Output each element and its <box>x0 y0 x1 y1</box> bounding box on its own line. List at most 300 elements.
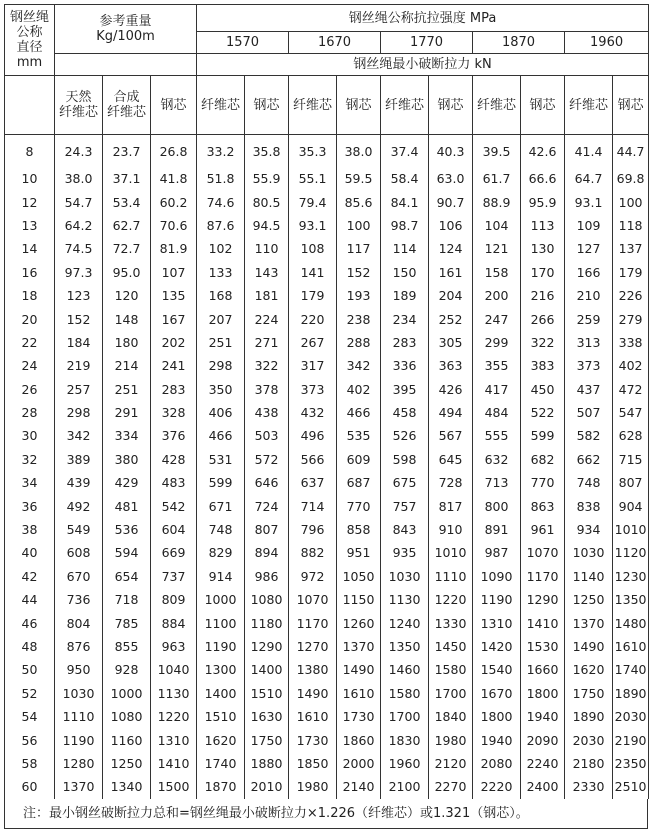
table-row <box>5 284 649 307</box>
value-cell: 1250 <box>565 588 613 611</box>
value-cell: 2090 <box>521 728 565 751</box>
table-row <box>5 307 649 330</box>
value-cell: 1670 <box>473 682 521 705</box>
value-cell: 1290 <box>245 635 289 658</box>
value-cell: 288 <box>337 331 381 354</box>
value-cell: 1170 <box>289 611 337 634</box>
value-cell: 2030 <box>565 728 613 751</box>
value-cell: 2080 <box>473 752 521 775</box>
diameter-header-line: 钢丝绳 <box>9 10 49 25</box>
value-cell: 100 <box>613 190 649 213</box>
value-cell: 62.7 <box>103 214 151 237</box>
value-cell: 1870 <box>197 775 245 798</box>
value-cell: 79.4 <box>289 190 337 213</box>
value-cell: 193 <box>337 284 381 307</box>
value-cell: 1740 <box>197 752 245 775</box>
value-cell: 718 <box>103 588 151 611</box>
value-cell: 355 <box>473 354 521 377</box>
value-cell: 383 <box>521 354 565 377</box>
value-cell: 2190 <box>613 728 649 751</box>
value-cell: 951 <box>337 541 381 564</box>
value-cell: 234 <box>381 307 429 330</box>
value-cell: 322 <box>521 331 565 354</box>
value-cell: 522 <box>521 401 565 424</box>
value-cell: 2240 <box>521 752 565 775</box>
value-cell: 472 <box>613 378 649 401</box>
diameter-cell: 22 <box>5 331 55 354</box>
value-cell: 715 <box>613 448 649 471</box>
value-cell: 1330 <box>429 611 473 634</box>
value-cell: 1490 <box>565 635 613 658</box>
force-col: 钢芯 <box>337 76 381 135</box>
value-cell: 107 <box>151 261 197 284</box>
value-cell: 395 <box>381 378 429 401</box>
strength-value: 1570 <box>197 32 289 54</box>
value-cell: 373 <box>289 378 337 401</box>
diameter-cell: 32 <box>5 448 55 471</box>
value-cell: 1070 <box>289 588 337 611</box>
diameter-cell: 38 <box>5 518 55 541</box>
value-cell: 1960 <box>381 752 429 775</box>
value-cell: 1510 <box>197 705 245 728</box>
value-cell: 987 <box>473 541 521 564</box>
value-cell: 728 <box>429 471 473 494</box>
value-cell: 1940 <box>473 728 521 751</box>
value-cell: 35.3 <box>289 135 337 168</box>
value-cell: 1100 <box>197 611 245 634</box>
value-cell: 1460 <box>381 658 429 681</box>
value-cell: 1350 <box>613 588 649 611</box>
value-cell: 180 <box>103 331 151 354</box>
value-cell: 380 <box>103 448 151 471</box>
value-cell: 54.7 <box>55 190 103 213</box>
diameter-cell: 12 <box>5 190 55 213</box>
value-cell: 1800 <box>473 705 521 728</box>
value-cell: 406 <box>197 401 245 424</box>
diameter-cell: 40 <box>5 541 55 564</box>
value-cell: 109 <box>565 214 613 237</box>
table-row <box>5 471 649 494</box>
value-cell: 713 <box>473 471 521 494</box>
value-cell: 1030 <box>55 682 103 705</box>
value-cell: 1090 <box>473 565 521 588</box>
value-cell: 675 <box>381 471 429 494</box>
value-cell: 669 <box>151 541 197 564</box>
value-cell: 2140 <box>337 775 381 798</box>
value-cell: 1000 <box>197 588 245 611</box>
value-cell: 130 <box>521 237 565 260</box>
diameter-header-line: 公称 <box>16 25 43 40</box>
value-cell: 1230 <box>613 565 649 588</box>
weight-col-line: 纤维芯 <box>106 105 146 120</box>
value-cell: 494 <box>429 401 473 424</box>
strength-table-container <box>4 4 648 829</box>
value-cell: 961 <box>521 518 565 541</box>
value-cell: 38.0 <box>337 135 381 168</box>
value-cell: 271 <box>245 331 289 354</box>
value-cell: 646 <box>245 471 289 494</box>
value-cell: 1140 <box>565 565 613 588</box>
value-cell: 170 <box>521 261 565 284</box>
table-row <box>5 424 649 447</box>
value-cell: 417 <box>473 378 521 401</box>
weight-header <box>55 5 197 54</box>
value-cell: 714 <box>289 494 337 517</box>
value-cell: 88.9 <box>473 190 521 213</box>
weight-col-line: 合成 <box>113 90 140 105</box>
value-cell: 64.2 <box>55 214 103 237</box>
value-cell: 152 <box>337 261 381 284</box>
value-cell: 682 <box>521 448 565 471</box>
weight-col-line: 天然 <box>65 90 92 105</box>
value-cell: 63.0 <box>429 167 473 190</box>
value-cell: 42.6 <box>521 135 565 168</box>
value-cell: 93.1 <box>289 214 337 237</box>
value-cell: 481 <box>103 494 151 517</box>
diameter-cell: 34 <box>5 471 55 494</box>
table-row <box>5 611 649 634</box>
value-cell: 972 <box>289 565 337 588</box>
diameter-cell: 42 <box>5 565 55 588</box>
value-cell: 267 <box>289 331 337 354</box>
value-cell: 127 <box>565 237 613 260</box>
value-cell: 85.6 <box>337 190 381 213</box>
diameter-cell: 13 <box>5 214 55 237</box>
value-cell: 133 <box>197 261 245 284</box>
weight-col-synthetic-fiber <box>103 76 151 135</box>
value-cell: 266 <box>521 307 565 330</box>
value-cell: 1370 <box>55 775 103 798</box>
value-cell: 305 <box>429 331 473 354</box>
table-body <box>5 135 649 799</box>
value-cell: 64.7 <box>565 167 613 190</box>
value-cell: 687 <box>337 471 381 494</box>
value-cell: 542 <box>151 494 197 517</box>
value-cell: 838 <box>565 494 613 517</box>
value-cell: 124 <box>429 237 473 260</box>
value-cell: 373 <box>565 354 613 377</box>
value-cell: 123 <box>55 284 103 307</box>
value-cell: 1610 <box>289 705 337 728</box>
value-cell: 598 <box>381 448 429 471</box>
value-cell: 342 <box>55 424 103 447</box>
value-cell: 117 <box>337 237 381 260</box>
value-cell: 251 <box>197 331 245 354</box>
value-cell: 1840 <box>429 705 473 728</box>
value-cell: 252 <box>429 307 473 330</box>
value-cell: 736 <box>55 588 103 611</box>
diameter-cell: 28 <box>5 401 55 424</box>
value-cell: 40.3 <box>429 135 473 168</box>
value-cell: 1580 <box>429 658 473 681</box>
value-cell: 1250 <box>103 752 151 775</box>
value-cell: 796 <box>289 518 337 541</box>
value-cell: 120 <box>103 284 151 307</box>
value-cell: 106 <box>429 214 473 237</box>
value-cell: 645 <box>429 448 473 471</box>
value-cell: 200 <box>473 284 521 307</box>
value-cell: 23.7 <box>103 135 151 168</box>
value-cell: 1050 <box>337 565 381 588</box>
value-cell: 2220 <box>473 775 521 798</box>
value-cell: 1750 <box>565 682 613 705</box>
diameter-cell: 30 <box>5 424 55 447</box>
force-col: 纤维芯 <box>197 76 245 135</box>
value-cell: 1740 <box>613 658 649 681</box>
value-cell: 608 <box>55 541 103 564</box>
diameter-cell: 26 <box>5 378 55 401</box>
strength-header: 钢丝绳公称抗拉强度 MPa <box>197 5 649 32</box>
value-cell: 1120 <box>613 541 649 564</box>
table-row <box>5 237 649 260</box>
value-cell: 1040 <box>151 658 197 681</box>
value-cell: 1850 <box>289 752 337 775</box>
value-cell: 378 <box>245 378 289 401</box>
table-row <box>5 588 649 611</box>
value-cell: 342 <box>337 354 381 377</box>
value-cell: 214 <box>103 354 151 377</box>
value-cell: 986 <box>245 565 289 588</box>
table-row <box>5 214 649 237</box>
value-cell: 2000 <box>337 752 381 775</box>
table-note: 注：最小钢丝破断拉力总和=钢丝绳最小破断拉力×1.226（纤维芯）或1.321（钢芯）。 <box>4 799 648 829</box>
value-cell: 1540 <box>473 658 521 681</box>
value-cell: 1700 <box>381 705 429 728</box>
value-cell: 402 <box>337 378 381 401</box>
diameter-cell: 54 <box>5 705 55 728</box>
value-cell: 150 <box>381 261 429 284</box>
value-cell: 1700 <box>429 682 473 705</box>
value-cell: 114 <box>381 237 429 260</box>
weight-col-natural-fiber <box>55 76 103 135</box>
value-cell: 1300 <box>197 658 245 681</box>
value-cell: 1860 <box>337 728 381 751</box>
value-cell: 37.1 <box>103 167 151 190</box>
value-cell: 1890 <box>613 682 649 705</box>
value-cell: 770 <box>521 471 565 494</box>
value-cell: 259 <box>565 307 613 330</box>
force-col: 钢芯 <box>245 76 289 135</box>
value-cell: 1080 <box>245 588 289 611</box>
value-cell: 1170 <box>521 565 565 588</box>
value-cell: 549 <box>55 518 103 541</box>
value-cell: 70.6 <box>151 214 197 237</box>
weight-col-line: 纤维芯 <box>58 105 98 120</box>
value-cell: 1660 <box>521 658 565 681</box>
value-cell: 439 <box>55 471 103 494</box>
force-col: 纤维芯 <box>473 76 521 135</box>
value-cell: 829 <box>197 541 245 564</box>
value-cell: 437 <box>565 378 613 401</box>
value-cell: 536 <box>103 518 151 541</box>
value-cell: 298 <box>197 354 245 377</box>
value-cell: 1340 <box>103 775 151 798</box>
value-cell: 166 <box>565 261 613 284</box>
value-cell: 1450 <box>429 635 473 658</box>
table-row <box>5 518 649 541</box>
value-cell: 84.1 <box>381 190 429 213</box>
value-cell: 55.1 <box>289 167 337 190</box>
value-cell: 1220 <box>429 588 473 611</box>
value-cell: 26.8 <box>151 135 197 168</box>
value-cell: 438 <box>245 401 289 424</box>
value-cell: 809 <box>151 588 197 611</box>
value-cell: 291 <box>103 401 151 424</box>
value-cell: 628 <box>613 424 649 447</box>
value-cell: 594 <box>103 541 151 564</box>
value-cell: 59.5 <box>337 167 381 190</box>
table-row <box>5 135 649 168</box>
strength-value: 1870 <box>473 32 565 54</box>
value-cell: 41.8 <box>151 167 197 190</box>
value-cell: 526 <box>381 424 429 447</box>
value-cell: 458 <box>381 401 429 424</box>
value-cell: 503 <box>245 424 289 447</box>
value-cell: 1110 <box>429 565 473 588</box>
value-cell: 1190 <box>55 728 103 751</box>
value-cell: 1620 <box>565 658 613 681</box>
value-cell: 2120 <box>429 752 473 775</box>
force-col: 钢芯 <box>429 76 473 135</box>
value-cell: 507 <box>565 401 613 424</box>
value-cell: 426 <box>429 378 473 401</box>
value-cell: 1490 <box>289 682 337 705</box>
value-cell: 1880 <box>245 752 289 775</box>
value-cell: 1500 <box>151 775 197 798</box>
value-cell: 161 <box>429 261 473 284</box>
value-cell: 58.4 <box>381 167 429 190</box>
value-cell: 1530 <box>521 635 565 658</box>
force-header: 钢丝绳最小破断拉力 kN <box>197 54 649 76</box>
value-cell: 1000 <box>103 682 151 705</box>
value-cell: 2510 <box>613 775 649 798</box>
value-cell: 2100 <box>381 775 429 798</box>
weight-header-line: Kg/100m <box>96 29 155 44</box>
weight-header-spacer <box>55 54 197 76</box>
value-cell: 429 <box>103 471 151 494</box>
value-cell: 53.4 <box>103 190 151 213</box>
table-row <box>5 775 649 798</box>
value-cell: 572 <box>245 448 289 471</box>
value-cell: 1010 <box>429 541 473 564</box>
strength-value: 1770 <box>381 32 473 54</box>
value-cell: 338 <box>613 331 649 354</box>
value-cell: 1220 <box>151 705 197 728</box>
value-cell: 90.7 <box>429 190 473 213</box>
value-cell: 402 <box>613 354 649 377</box>
value-cell: 428 <box>151 448 197 471</box>
table-row <box>5 401 649 424</box>
force-col: 纤维芯 <box>381 76 429 135</box>
value-cell: 2030 <box>613 705 649 728</box>
value-cell: 80.5 <box>245 190 289 213</box>
value-cell: 51.8 <box>197 167 245 190</box>
value-cell: 219 <box>55 354 103 377</box>
value-cell: 599 <box>197 471 245 494</box>
strength-value: 1670 <box>289 32 381 54</box>
value-cell: 1490 <box>337 658 381 681</box>
table-row <box>5 705 649 728</box>
value-cell: 1270 <box>289 635 337 658</box>
value-cell: 531 <box>197 448 245 471</box>
value-cell: 599 <box>521 424 565 447</box>
value-cell: 1160 <box>103 728 151 751</box>
table-row <box>5 682 649 705</box>
table-row <box>5 378 649 401</box>
force-col: 纤维芯 <box>565 76 613 135</box>
table-row <box>5 167 649 190</box>
value-cell: 724 <box>245 494 289 517</box>
value-cell: 1420 <box>473 635 521 658</box>
value-cell: 1030 <box>565 541 613 564</box>
value-cell: 1280 <box>55 752 103 775</box>
value-cell: 313 <box>565 331 613 354</box>
value-cell: 466 <box>197 424 245 447</box>
value-cell: 1130 <box>151 682 197 705</box>
value-cell: 609 <box>337 448 381 471</box>
value-cell: 110 <box>245 237 289 260</box>
diameter-cell: 18 <box>5 284 55 307</box>
table-row <box>5 752 649 775</box>
value-cell: 322 <box>245 354 289 377</box>
value-cell: 450 <box>521 378 565 401</box>
value-cell: 637 <box>289 471 337 494</box>
value-cell: 69.8 <box>613 167 649 190</box>
value-cell: 317 <box>289 354 337 377</box>
table-row <box>5 190 649 213</box>
value-cell: 2180 <box>565 752 613 775</box>
value-cell: 894 <box>245 541 289 564</box>
value-cell: 37.4 <box>381 135 429 168</box>
value-cell: 41.4 <box>565 135 613 168</box>
value-cell: 1240 <box>381 611 429 634</box>
value-cell: 484 <box>473 401 521 424</box>
value-cell: 1030 <box>381 565 429 588</box>
value-cell: 179 <box>613 261 649 284</box>
value-cell: 220 <box>289 307 337 330</box>
value-cell: 207 <box>197 307 245 330</box>
table-row <box>5 541 649 564</box>
value-cell: 2010 <box>245 775 289 798</box>
value-cell: 38.0 <box>55 167 103 190</box>
value-cell: 44.7 <box>613 135 649 168</box>
value-cell: 39.5 <box>473 135 521 168</box>
weight-col-steel-core: 钢芯 <box>151 76 197 135</box>
value-cell: 95.0 <box>103 261 151 284</box>
value-cell: 1080 <box>103 705 151 728</box>
value-cell: 336 <box>381 354 429 377</box>
value-cell: 1310 <box>151 728 197 751</box>
value-cell: 189 <box>381 284 429 307</box>
value-cell: 904 <box>613 494 649 517</box>
value-cell: 785 <box>103 611 151 634</box>
value-cell: 141 <box>289 261 337 284</box>
value-cell: 1510 <box>245 682 289 705</box>
value-cell: 389 <box>55 448 103 471</box>
value-cell: 1400 <box>245 658 289 681</box>
value-cell: 283 <box>151 378 197 401</box>
value-cell: 104 <box>473 214 521 237</box>
diameter-cell: 52 <box>5 682 55 705</box>
table-row <box>5 728 649 751</box>
value-cell: 74.5 <box>55 237 103 260</box>
diameter-cell: 48 <box>5 635 55 658</box>
value-cell: 72.7 <box>103 237 151 260</box>
value-cell: 807 <box>245 518 289 541</box>
value-cell: 1730 <box>337 705 381 728</box>
table-row <box>5 565 649 588</box>
value-cell: 928 <box>103 658 151 681</box>
